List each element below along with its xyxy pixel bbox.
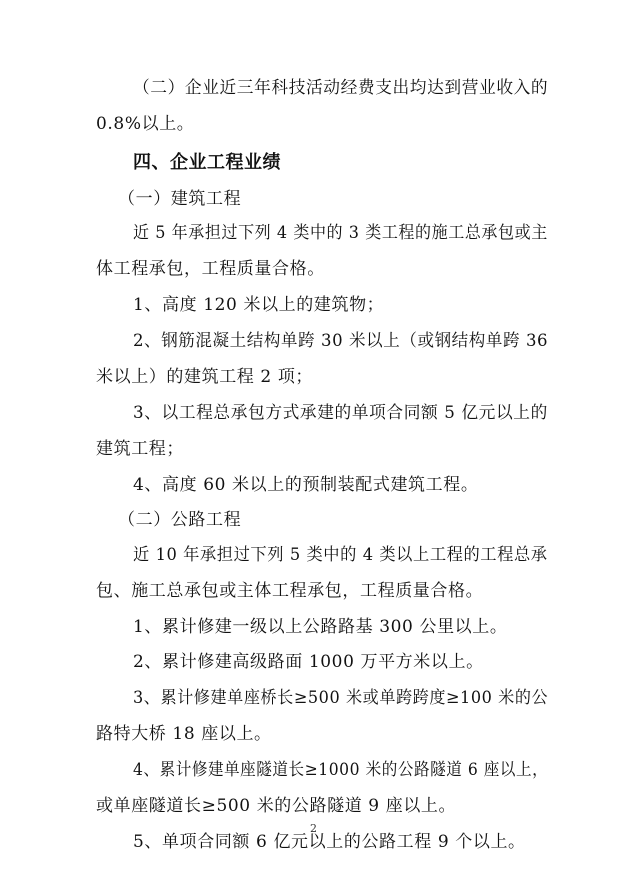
list-item: 2、累计修建高级路面 1000 万平方米以上。 [133,652,484,672]
page-number: 2 [310,822,317,835]
list-item: 3、以工程总承包方式承建的单项合同额 5 亿元以上的 [133,403,548,423]
list-item: 4、累计修建单座隧道长≥1000 米的公路隧道 6 座以上， [133,760,549,780]
section-heading: 四、企业工程业绩 [133,152,281,173]
list-item: 建筑工程； [96,439,184,459]
paragraph-line: （二）企业近三年科技活动经费支出均达到营业收入的 [133,78,549,98]
subsection-heading: （二）公路工程 [118,510,242,530]
list-item: 2、钢筋混凝土结构单跨 30 米以上（或钢结构单跨 36 [133,331,549,351]
subsection-heading: （一）建筑工程 [118,189,242,209]
list-item: 路特大桥 18 座以上。 [96,724,272,744]
paragraph-line: 近 5 年承担过下列 4 类中的 3 类工程的施工总承包或主 [133,223,548,243]
list-item: 4、高度 60 米以上的预制装配式建筑工程。 [133,475,479,495]
list-item: 1、累计修建一级以上公路路基 300 公里以上。 [133,617,508,637]
paragraph-line: 体工程承包，工程质量合格。 [96,259,325,279]
paragraph-line: 包、施工总承包或主体工程承包，工程质量合格。 [96,581,484,601]
list-item: 5、单项合同额 6 亿元以上的公路工程 9 个以上。 [133,832,526,852]
list-item: 或单座隧道长≥500 米的公路隧道 9 座以上。 [96,796,457,816]
list-item: 米以上）的建筑工程 2 项； [96,367,314,387]
list-item: 3、累计修建单座桥长≥500 米或单跨跨度≥100 米的公 [133,688,549,708]
paragraph-line: 0.8%以上。 [96,114,195,134]
list-item: 1、高度 120 米以上的建筑物； [133,295,385,315]
paragraph-line: 近 10 年承担过下列 5 类中的 4 类以上工程的工程总承 [133,545,548,565]
